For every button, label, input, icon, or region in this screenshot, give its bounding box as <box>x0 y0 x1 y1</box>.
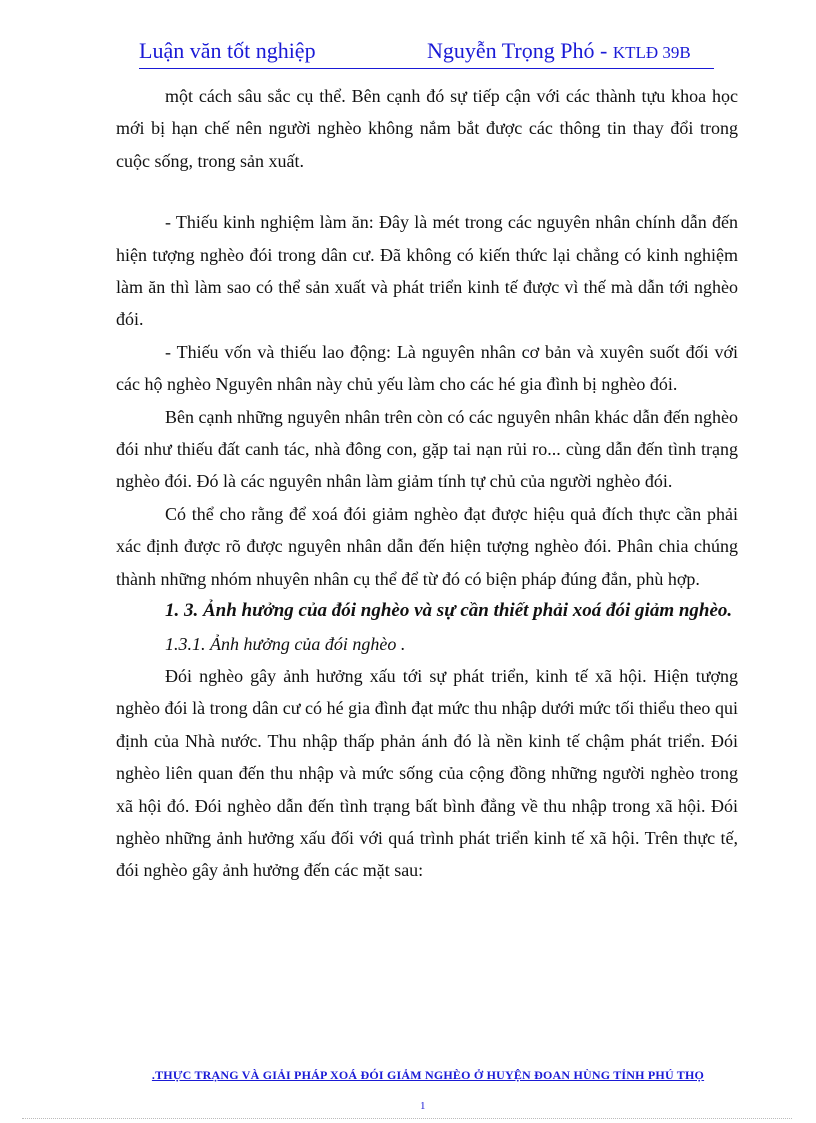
page-bottom-divider <box>22 1118 792 1119</box>
page-header <box>139 38 714 69</box>
header-class: KTLĐ 39B <box>612 43 691 62</box>
document-body <box>116 80 738 887</box>
paragraph: Có thể cho rằng để xoá đói giảm nghèo đạt được hiệu quả đích thực cần phải xác định được rõ được nguyên nhân dẫn đến hiện tượng nghèo đói. Phân chia chúng thành những nhóm nhuyên nhân cụ thể để từ đó có biện pháp đúng đắn, phù hợp. <box>116 503 738 589</box>
subsection-heading: 1.3.1. Ảnh hưởng của đói nghèo . <box>165 633 406 654</box>
header-title: Luận văn tốt nghiệp <box>139 38 316 63</box>
section-heading: 1. 3. Ảnh hưởng của đói nghèo và sự cần thiết phải xoá đói giảm nghèo. <box>165 600 733 622</box>
blank-line <box>116 177 738 206</box>
header-author-name: Nguyễn Trọng Phó - <box>427 38 613 63</box>
paragraph: Bên cạnh những nguyên nhân trên còn có các nguyên nhân khác dẫn đến nghèo đói như thiếu đất canh tác, nhà đông con, gặp tai nạn rủi ro... cùng dẫn đến tình trạng nghèo đói. Đó là các nguyên nhân làm giảm tính tự chủ của người nghèo đói. <box>116 406 738 492</box>
page-number: 1 <box>420 1100 426 1112</box>
paragraph: một cách sâu sắc cụ thể. Bên cạnh đó sự tiếp cận với các thành tựu khoa học mới bị hạn chế nên người nghèo không nắm bắt được các thông tin thay đổi trong cuộc sống, trong sản xuất. <box>116 86 738 171</box>
paragraph: - Thiếu vốn và thiếu lao động: Là nguyên nhân cơ bản và xuyên suốt đối với các hộ nghèo Nguyên nhân này chủ yếu làm cho các hé gia đình bị nghèo đói. <box>116 341 738 395</box>
paragraph: Đói nghèo gây ảnh hưởng xấu tới sự phát triển, kinh tế xã hội. Hiện tượng nghèo đói là trong dân cư có hé gia đình đạt mức thu nhập dưới mức tối thiểu theo qui định của Nhà nước. Thu nhập thấp phản ánh đó là nền kinh tế chậm phát triển. Đói nghèo liên quan đến thu nhập và mức sống của cộng đồng những người nghèo trong xã hội đó. Đói nghèo dẫn đến tình trạng bất bình đẳng về thu nhập trong xã hội. Đói nghèo những ảnh hưởng xấu đối với quá trình phát triển kinh tế xã hội. Trên thực tế, đói nghèo gây ảnh hưởng đến các mặt sau: <box>116 665 738 881</box>
paragraph: - Thiếu kinh nghiệm làm ăn: Đây là mét trong các nguyên nhân chính dẫn đến hiện tượng nghèo đói trong dân cư. Đã không có kiến thức lại chẳng có kinh nghiệm làm ăn thì làm sao có thể sản xuất và phát triển kinh tế được vì thế mà dẫn tới nghèo đói. <box>116 212 738 330</box>
header-author <box>427 38 691 64</box>
page-footer: .THỰC TRẠNG VÀ GIẢI PHÁP XOÁ ĐÓI GIẢM NGHÈO Ở HUYỆN ĐOAN HÙNG TỈNH PHÚ THỌ <box>151 1068 705 1082</box>
